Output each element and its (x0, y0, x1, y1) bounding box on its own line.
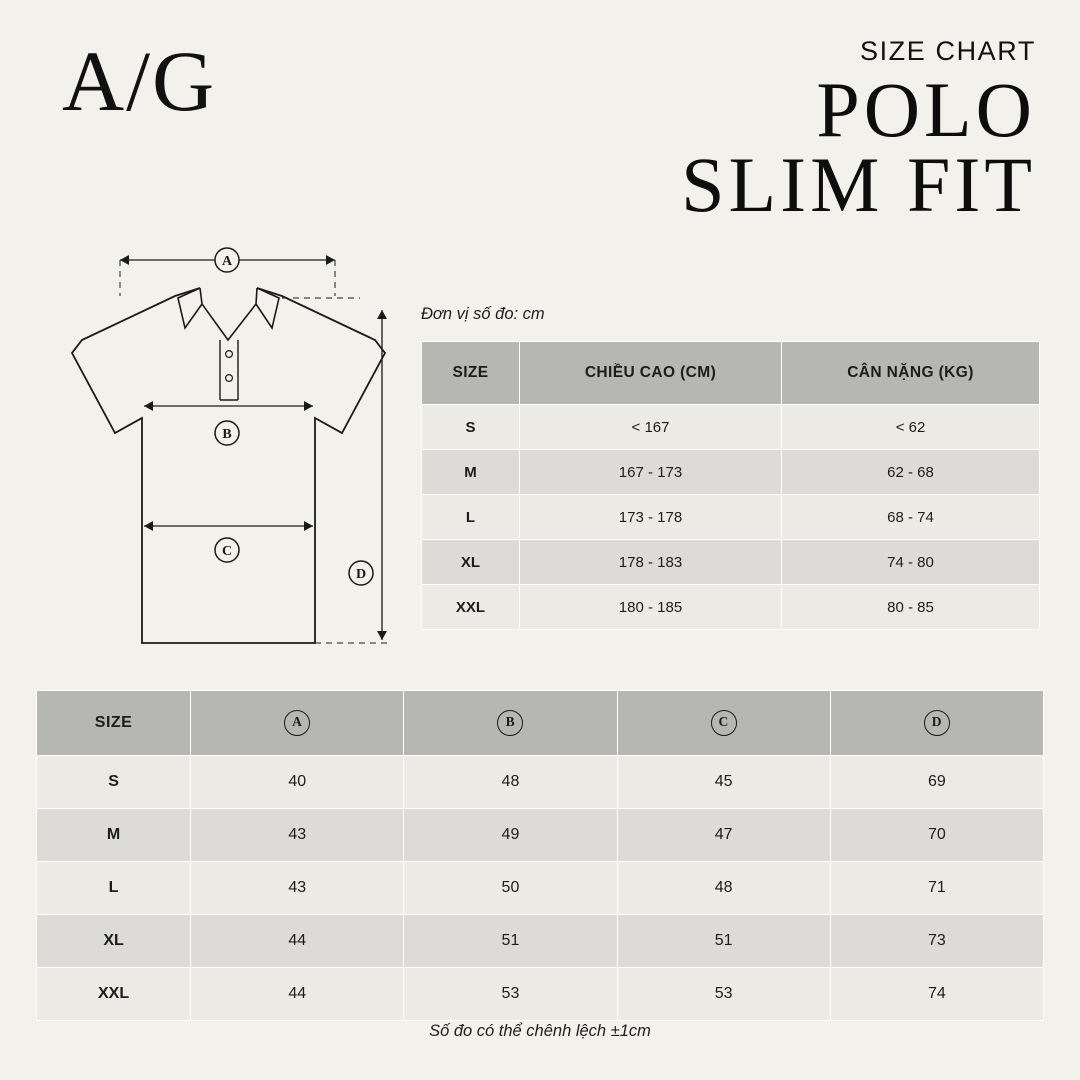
page-title-line-2: SLIM FIT (681, 140, 1036, 228)
svg-text:A: A (221, 254, 233, 269)
cell-b: 48 (404, 756, 617, 809)
table-row (37, 968, 1044, 1021)
table-row (37, 756, 1044, 809)
table-row (422, 450, 1040, 495)
cell-c: 53 (617, 968, 830, 1021)
cell-c: 51 (617, 915, 830, 968)
cell-height: 180 - 185 (520, 585, 782, 630)
cell-weight: 80 - 85 (782, 585, 1040, 630)
cell-c: 45 (617, 756, 830, 809)
cell-d: 73 (830, 915, 1043, 968)
page-title-line-1: POLO (816, 66, 1036, 153)
cell-height: 167 - 173 (520, 450, 782, 495)
header-size: SIZE (422, 342, 520, 405)
label-c-icon: C (711, 710, 737, 736)
table-header-row (422, 342, 1040, 405)
cell-d: 74 (830, 968, 1043, 1021)
cell-size: S (37, 756, 191, 809)
cell-size: S (422, 405, 520, 450)
cell-b: 53 (404, 968, 617, 1021)
cell-b: 50 (404, 862, 617, 915)
cell-size: L (37, 862, 191, 915)
cell-c: 48 (617, 862, 830, 915)
cell-size: M (422, 450, 520, 495)
body-size-table (421, 341, 1040, 630)
header-measure-a (191, 691, 404, 756)
unit-note: Đơn vị số đo: cm (421, 305, 545, 323)
cell-a: 44 (191, 915, 404, 968)
cell-a: 40 (191, 756, 404, 809)
table-row (37, 862, 1044, 915)
cell-size: XXL (422, 585, 520, 630)
label-b-icon: B (497, 710, 523, 736)
size-chart-eyebrow: SIZE CHART (859, 36, 1036, 66)
cell-b: 51 (404, 915, 617, 968)
table-row (37, 915, 1044, 968)
label-a-icon: A (284, 710, 310, 736)
svg-text:C: C (221, 544, 233, 559)
tolerance-footnote: Số đo có thể chênh lệch ±1cm (429, 1022, 651, 1040)
table-row (422, 540, 1040, 585)
header-height: CHIỀU CAO (CM) (520, 342, 782, 405)
cell-weight: < 62 (782, 405, 1040, 450)
header-measure-d (830, 691, 1043, 756)
cell-weight: 62 - 68 (782, 450, 1040, 495)
header-measure-c (617, 691, 830, 756)
header-block (681, 36, 1036, 228)
garment-measurement-table (36, 690, 1044, 1021)
cell-d: 71 (830, 862, 1043, 915)
table-row (422, 405, 1040, 450)
cell-weight: 74 - 80 (782, 540, 1040, 585)
table-row (422, 495, 1040, 540)
header-size: SIZE (37, 691, 191, 756)
cell-height: 178 - 183 (520, 540, 782, 585)
cell-size: XXL (37, 968, 191, 1021)
cell-c: 47 (617, 809, 830, 862)
header-measure-b (404, 691, 617, 756)
header-weight: CÂN NẶNG (KG) (782, 342, 1040, 405)
table-row (37, 809, 1044, 862)
polo-shirt-diagram (60, 228, 410, 678)
cell-size: M (37, 809, 191, 862)
cell-size: XL (422, 540, 520, 585)
cell-height: 173 - 178 (520, 495, 782, 540)
brand-logo: A/G (62, 33, 217, 129)
cell-d: 70 (830, 809, 1043, 862)
cell-size: XL (37, 915, 191, 968)
shirt-outline-svg (60, 228, 410, 678)
cell-weight: 68 - 74 (782, 495, 1040, 540)
cell-height: < 167 (520, 405, 782, 450)
svg-text:D: D (355, 567, 367, 582)
cell-a: 44 (191, 968, 404, 1021)
svg-text:B: B (222, 427, 232, 442)
cell-d: 69 (830, 756, 1043, 809)
cell-b: 49 (404, 809, 617, 862)
cell-a: 43 (191, 809, 404, 862)
cell-size: L (422, 495, 520, 540)
label-d-icon: D (924, 710, 950, 736)
cell-a: 43 (191, 862, 404, 915)
table-header-row (37, 691, 1044, 756)
table-row (422, 585, 1040, 630)
